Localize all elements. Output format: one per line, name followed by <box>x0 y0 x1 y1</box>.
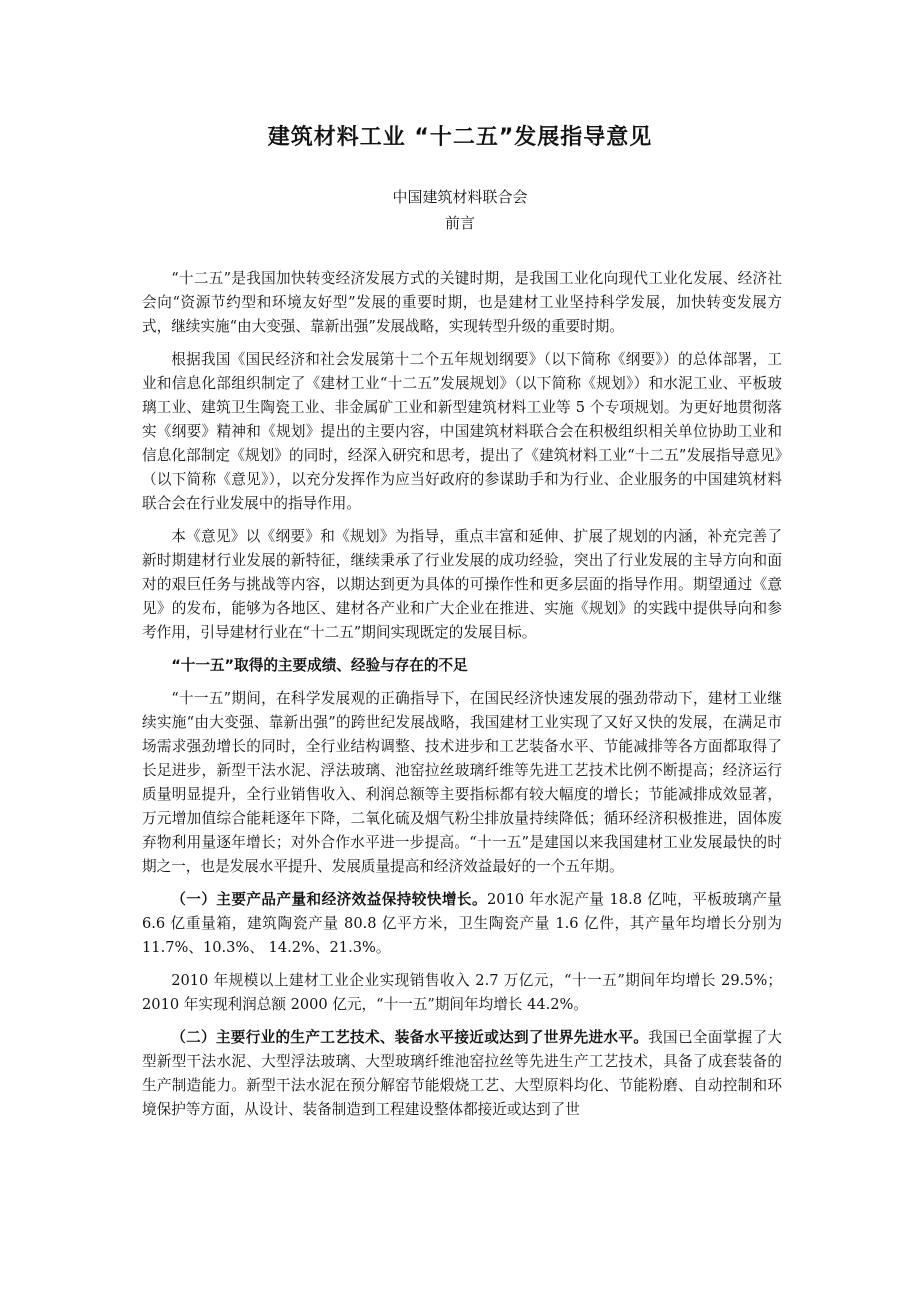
document-body <box>142 267 782 1131</box>
organization-name: 中国建筑材料联合会 <box>392 188 528 206</box>
paragraph: 本《意见》以《纲要》和《规划》为指导，重点丰富和延伸、扩展了规划的内涵，补充完善了新时期建材行业发展的新特征，继续秉承了行业发展的成功经验，突出了行业发展的主导方向和面对的艰巨任务与挑战等内容，以期达到更为具体的可操作性和更多层面的指导作用。期望通过《意见》的发布，能够为各地区、建材各产业和广大企业在推进、实施《规划》的实践中提供导向和参考作用，引导建材行业在“十二五”期间实现既定的发展目标。 <box>142 528 782 641</box>
item-lead: （二）主要行业的生产工艺技术、装备水平接近或达到了世界先进水平。 <box>171 1029 649 1046</box>
item-body: 2010 年水泥产量 18.8 亿吨，平板玻璃产量 6.6 亿重量箱，建筑陶瓷产量 80.8 亿平方米，卫生陶瓷产量 1.6 亿件，其产量年均增长分别为 11.7%、10.3%、 14.2%、21.3%。 <box>142 891 782 956</box>
item-lead: （一）主要产品产量和经济效益保持较快增长。 <box>171 891 487 908</box>
paragraph: 根据我国《国民经济和社会发展第十二个五年规划纲要》（以下简称《纲要》）的总体部署，工业和信息化部组织制定了《建材工业“十二五”发展规划》（以下简称《规划》）和水泥工业、平板玻璃工业、建筑卫生陶瓷工业、非金属矿工业和新型建筑材料工业等 5 个专项规划。为更好地贯彻落实《纲要》精神和《规划》提出的主要内容，中国建筑材料联合会在积极组织相关单位协助工业和信息化部制定《规划》的同时，经深入研究和思考，提出了《建筑材料工业“十二五”发展指导意见》（以下简称《意见》），以充分发挥作为应当好政府的参谋助手和为行业、企业服务的中国建筑材料联合会在行业发展中的指导作用。 <box>142 351 782 512</box>
list-item <box>142 888 782 960</box>
preface-label: 前言 <box>444 214 475 232</box>
paragraph: 2010 年规模以上建材工业企业实现销售收入 2.7 万亿元，“十一五”期间年均增长 29.5%；2010 年实现利润总额 2000 亿元，“十一五”期间年均增长 44.2%。 <box>142 972 782 1013</box>
list-item <box>142 1026 782 1122</box>
section-heading: “十一五”取得的主要成绩、经验与存在的不足 <box>171 657 468 674</box>
item-body: 我国已全面掌握了大型新型干法水泥、大型浮法玻璃、大型玻璃纤维池窑拉丝等先进生产工艺技术，具备了成套装备的生产制造能力。新型干法水泥在预分解窑节能煅烧工艺、大型原料均化、节能粉磨、自动控制和环境保护等方面，从设计、装备制造到工程建设整体都接近或达到了世 <box>142 1029 782 1118</box>
document-title: 建筑材料工业 “十二五”发展指导意见 <box>267 125 653 150</box>
paragraph: “十一五”期间，在科学发展观的正确指导下，在国民经济快速发展的强劲带动下，建材工业继续实施“由大变强、靠新出强”的跨世纪发展战略，我国建材工业实现了又好又快的发展，在满足市场需求强劲增长的同时，全行业结构调整、技术进步和工艺装备水平、节能减排等各方面都取得了长足进步，新型干法水泥、浮法玻璃、池窑拉丝玻璃纤维等先进工艺技术比例不断提高；经济运行质量明显提升，全行业销售收入、利润总额等主要指标都有较大幅度的增长；节能减排成效显著，万元增加值综合能耗逐年下降，二氧化硫及烟气粉尘排放量持续降低；循环经济积极推进，固体废弃物利用量逐年增长；对外合作水平进一步提高。“十一五”是建国以来我国建材工业发展最快的时期之一，也是发展水平提升、发展质量提高和经济效益最好的一个五年期。 <box>142 690 782 875</box>
paragraph: “十二五”是我国加快转变经济发展方式的关键时期，是我国工业化向现代工业化发展、经济社会向“资源节约型和环境友好型”发展的重要时期，也是建材工业坚持科学发展，加快转变发展方式，继续实施“由大变强、靠新出强”发展战略，实现转型升级的重要时期。 <box>142 270 782 335</box>
